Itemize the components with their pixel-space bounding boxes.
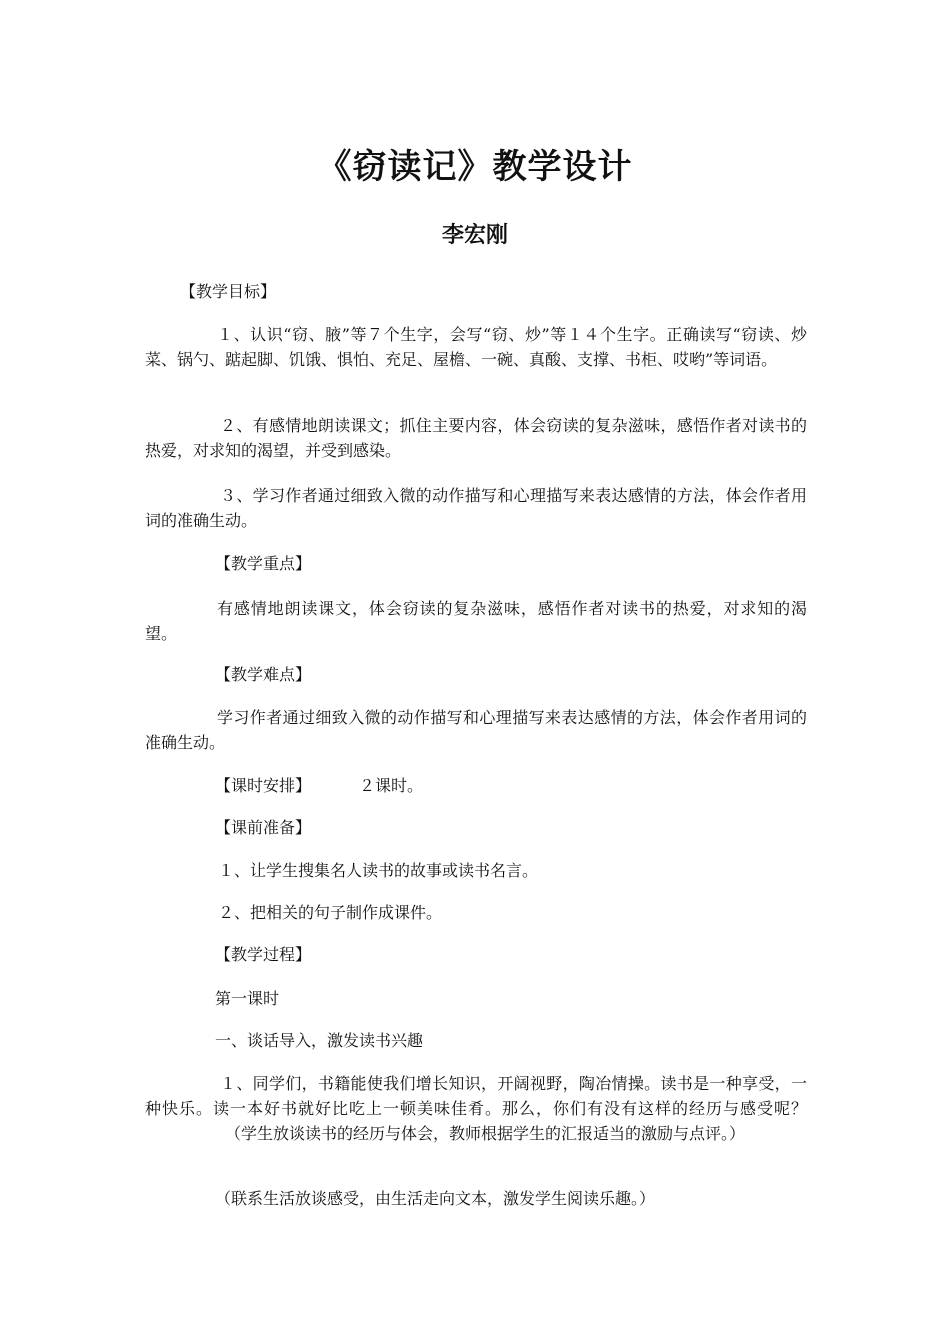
prep-item-1: １、让学生搜集名人读书的故事或读书名言。 — [218, 861, 539, 880]
difficulty-text: 学习作者通过细致入微的动作描写和心理描写来表达感情的方法，体会作者用词的准确生动。 — [145, 708, 807, 752]
step-paragraph-note: （学生放谈读书的经历与体会，教师根据学生的汇报适当的激励与点评。） — [225, 1124, 746, 1143]
author-name: 李宏刚 — [441, 223, 508, 248]
prep-heading: 【课前准备】 — [215, 818, 312, 837]
step-heading: 一、谈话导入，激发读书兴趣 — [215, 1031, 424, 1050]
document-title: 《窃读记》教学设计 — [317, 147, 633, 187]
prep-item-2: ２、把相关的句子制作成课件。 — [218, 903, 443, 922]
step-paragraph-text: １、同学们，书籍能使我们增长知识，开阔视野，陶冶情操。读书是一种享受，一种快乐。读一本好书就好比吃上一顿美味佳肴。那么，你们有没有这样的经历与感受呢？ — [145, 1074, 807, 1118]
schedule-heading: 【课时安排】 — [215, 776, 312, 795]
step-note: （联系生活放谈感受，由生活走向文本，激发学生阅读乐趣。） — [215, 1189, 656, 1208]
goal-heading: 【教学目标】 — [180, 282, 277, 301]
difficulty-heading: 【教学难点】 — [215, 665, 312, 684]
step-paragraph — [145, 1071, 807, 1146]
schedule-row — [215, 773, 877, 798]
key-heading: 【教学重点】 — [215, 554, 312, 573]
goal-item-1: １、认识“窃、腋”等７个生字，会写“窃、炒”等１４个生字。正确读写“窃读、炒菜、锅勺、踮起脚、饥饿、惧怕、充足、屋檐、一碗、真酸、支撑、书柜、哎哟”等词语。 — [145, 325, 807, 369]
schedule-value: ２课时。 — [359, 776, 424, 795]
goal-item-2: ２、有感情地朗读课文；抓住主要内容，体会窃读的复杂滋味，感悟作者对读书的热爱，对求知的渴望，并受到感染。 — [145, 416, 807, 460]
key-text: 有感情地朗读课文，体会窃读的复杂滋味，感悟作者对读书的热爱，对求知的渴望。 — [145, 599, 807, 643]
lesson-heading: 第一课时 — [215, 989, 280, 1008]
process-heading: 【教学过程】 — [215, 945, 312, 964]
goal-item-3: ３、学习作者通过细致入微的动作描写和心理描写来表达感情的方法，体会作者用词的准确生动。 — [145, 486, 807, 530]
